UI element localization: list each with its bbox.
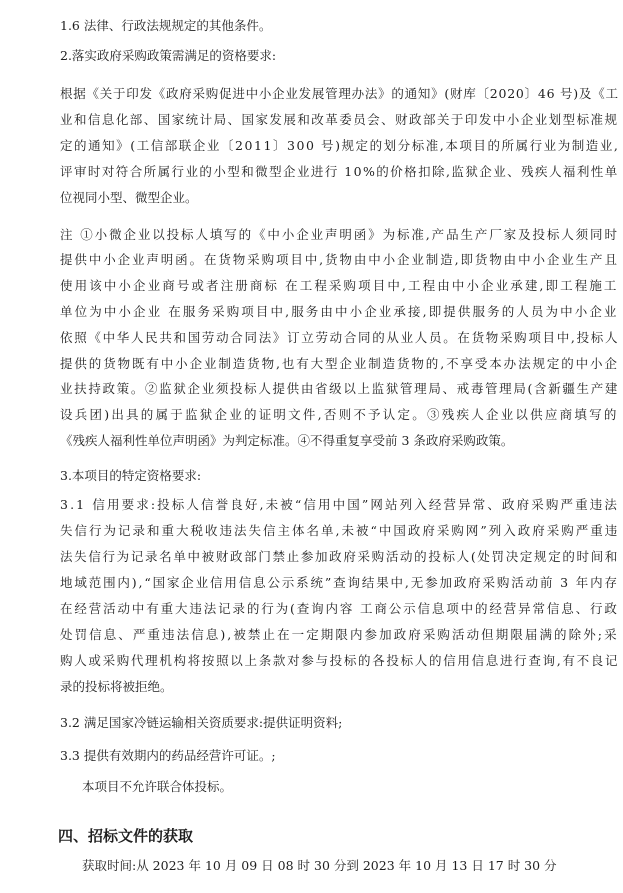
body-line: 在经营活动中有重大违法记录的行为(查询内容 工商公示信息项中的经营异常信息、行政 bbox=[60, 601, 619, 616]
body-line: 设兵团)出具的属于监狱企业的证明文件,否则不予认定。③残疾人企业以供应商填写的 bbox=[60, 407, 619, 422]
body-line: 业扶持政策。②监狱企业须投标人提供由省级以上监狱管理局、戒毒管理局(含新疆生产建 bbox=[60, 381, 620, 396]
body-line: 注 ①小微企业以投标人填写的《中小企业声明函》为标准,产品生产厂家及投标人须同时 bbox=[60, 227, 619, 242]
body-line: 业和信息化部、国家统计局、国家发展和改革委员会、财政部关于印发中小企业划型标准规 bbox=[60, 112, 619, 127]
body-line: 1.6 法律、行政法规规定的其他条件。 bbox=[60, 18, 272, 33]
body-line: 3.3 提供有效期内的药品经营许可证。; bbox=[60, 748, 276, 763]
body-line: 定的通知》(工信部联企业〔2011〕300 号)规定的划分标准,本项目的所属行业为制造业, bbox=[60, 138, 620, 153]
body-line: 提供的货物既有中小企业制造货物,也有大型企业制造货物的,不享受本办法规定的中小企 bbox=[60, 356, 619, 371]
body-line: 地域范围内),“国家企业信用信息公示系统”查询结果中,无参加政府采购活动前 3 年内存 bbox=[60, 575, 619, 590]
body-line: 提供中小企业声明函。在货物采购项目中,货物由中小企业制造,即货物由中小企业生产且 bbox=[60, 252, 619, 267]
body-line: 使用该中小企业商号或者注册商标 在工程采购项目中,工程由中小企业承建,即工程施工 bbox=[60, 278, 619, 293]
body-line: 购人或采购代理机构将按照以上条款对参与投标的各投标人的信用信息进行查询,有不良记 bbox=[60, 653, 620, 668]
body-line: 单位为中小企业 在服务采购项目中,服务由中小企业承接,即提供服务的人员为中小企业 bbox=[60, 304, 619, 319]
body-line: 3.2 满足国家冷链运输相关资质要求:提供证明资料; bbox=[60, 715, 343, 730]
body-line: 录的投标将被拒绝。 bbox=[60, 679, 173, 694]
body-line: 法失信行为记录名单中被财政部门禁止参加政府采购活动的投标人(处罚决定规定的时间和 bbox=[60, 549, 620, 564]
body-line: 本项目不允许联合体投标。 bbox=[82, 779, 233, 794]
body-line: 依照《中华人民共和国劳动合同法》订立劳动合同的从业人员。在货物采购项目中,投标人 bbox=[60, 330, 620, 345]
body-line: 评审时对符合所属行业的小型和微型企业进行 10%的价格扣除,监狱企业、残疾人福利性单 bbox=[60, 164, 619, 179]
acquisition-time: 获取时间:从 2023 年 10 月 09 日 08 时 30 分到 2023 年 10 月 13 日 17 时 30 分 bbox=[82, 858, 557, 873]
body-line: 处罚信息、严重违法信息),被禁止在一定期限内参加政府采购活动但期限届满的除外;采 bbox=[60, 627, 619, 642]
body-line: 根据《关于印发《政府采购促进中小企业发展管理办法》的通知》(财库〔2020〕46 号)及《工 bbox=[60, 86, 619, 101]
section-heading: 四、招标文件的获取 bbox=[58, 827, 194, 845]
body-line: 《残疾人福利性单位声明函》为判定标准。④不得重复享受前 3 条政府采购政策。 bbox=[60, 433, 514, 448]
body-line: 3.1 信用要求:投标人信誉良好,未被“信用中国”网站列入经营异常、政府采购严重违法 bbox=[60, 497, 619, 512]
body-line: 失信行为记录和重大税收违法失信主体名单,未被“中国政府采购网”列入政府采购严重违 bbox=[60, 523, 620, 538]
body-line: 3.本项目的特定资格要求: bbox=[60, 468, 202, 483]
body-line: 2.落实政府采购政策需满足的资格要求: bbox=[60, 48, 277, 63]
body-line: 位视同小型、微型企业。 bbox=[60, 190, 198, 205]
